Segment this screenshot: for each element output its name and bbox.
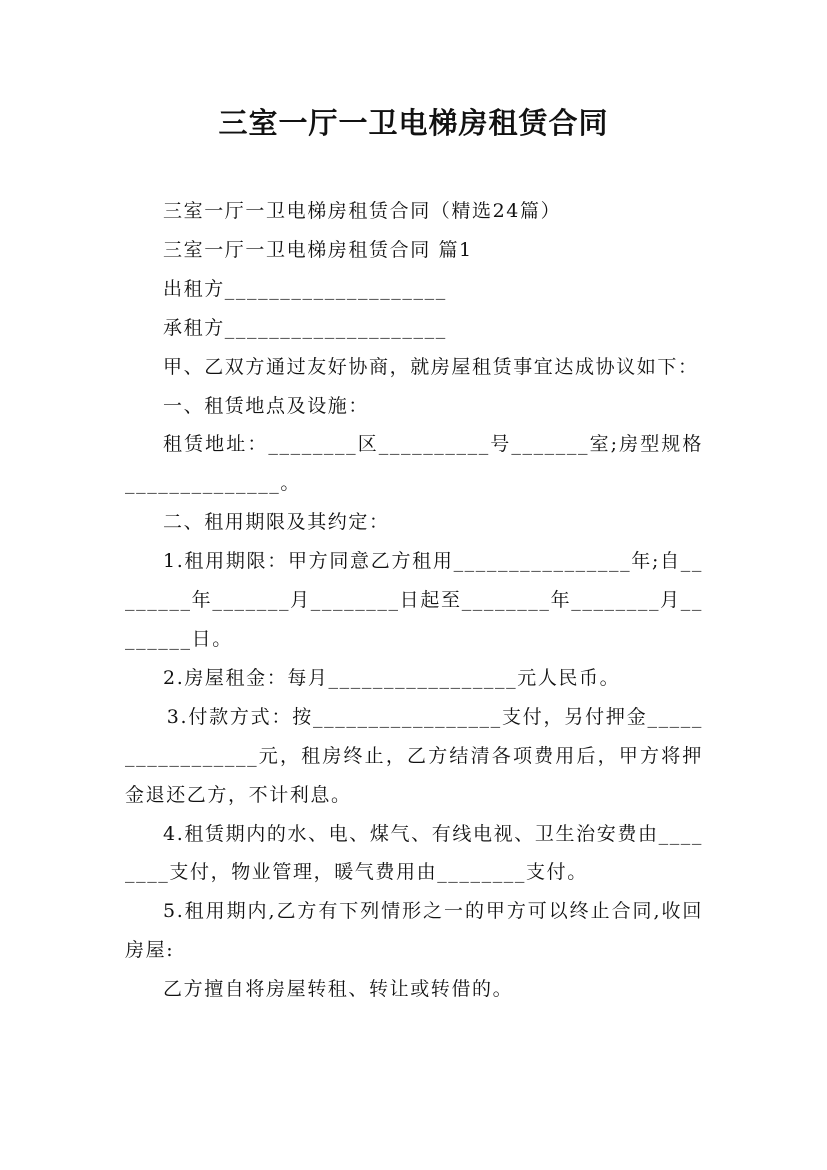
paragraph-termination-conditions: 5.租用期内,乙方有下列情形之一的甲方可以终止合同,收回房屋: xyxy=(125,900,703,962)
paragraph-rental-address: 租赁地址：________区__________号_______室;房型规格______________。 xyxy=(125,433,703,495)
paragraph-rental-term: 1.租用期限：甲方同意乙方租用________________年;自________年_______月________日起至________年________月________日。 xyxy=(125,550,703,650)
paragraph-subtitle: 三室一厅一卫电梯房租赁合同（精选24篇） xyxy=(163,200,562,222)
paragraph-section-heading: 三室一厅一卫电梯房租赁合同 篇1 xyxy=(163,238,473,261)
paragraph-lessor: 出租方____________________ xyxy=(163,277,447,300)
paragraph-agreement-intro: 甲、乙双方通过友好协商，就房屋租赁事宜达成协议如下： xyxy=(163,355,699,378)
document-body xyxy=(125,192,703,1009)
paragraph-payment-method: 3.付款方式：按_________________支付，另付押金_________________元，租房终止，乙方结清各项费用后，甲方将押金退还乙方，不计利息。 xyxy=(125,705,703,806)
paragraph-utilities: 4.租赁期内的水、电、煤气、有线电视、卫生治安费由________支付，物业管理，暖气费用由________支付。 xyxy=(125,822,703,884)
paragraph-sublet-condition: 乙方擅自将房屋转租、转让或转借的。 xyxy=(163,978,514,1001)
document-title: 三室一厅一卫电梯房租赁合同 xyxy=(218,106,609,140)
paragraph-clause-1-heading: 一、租赁地点及设施： xyxy=(163,394,370,417)
paragraph-rent: 2.房屋租金：每月_________________元人民币。 xyxy=(163,666,621,689)
paragraph-clause-2-heading: 二、租用期限及其约定： xyxy=(163,511,390,534)
paragraph-lessee: 承租方____________________ xyxy=(163,316,447,339)
